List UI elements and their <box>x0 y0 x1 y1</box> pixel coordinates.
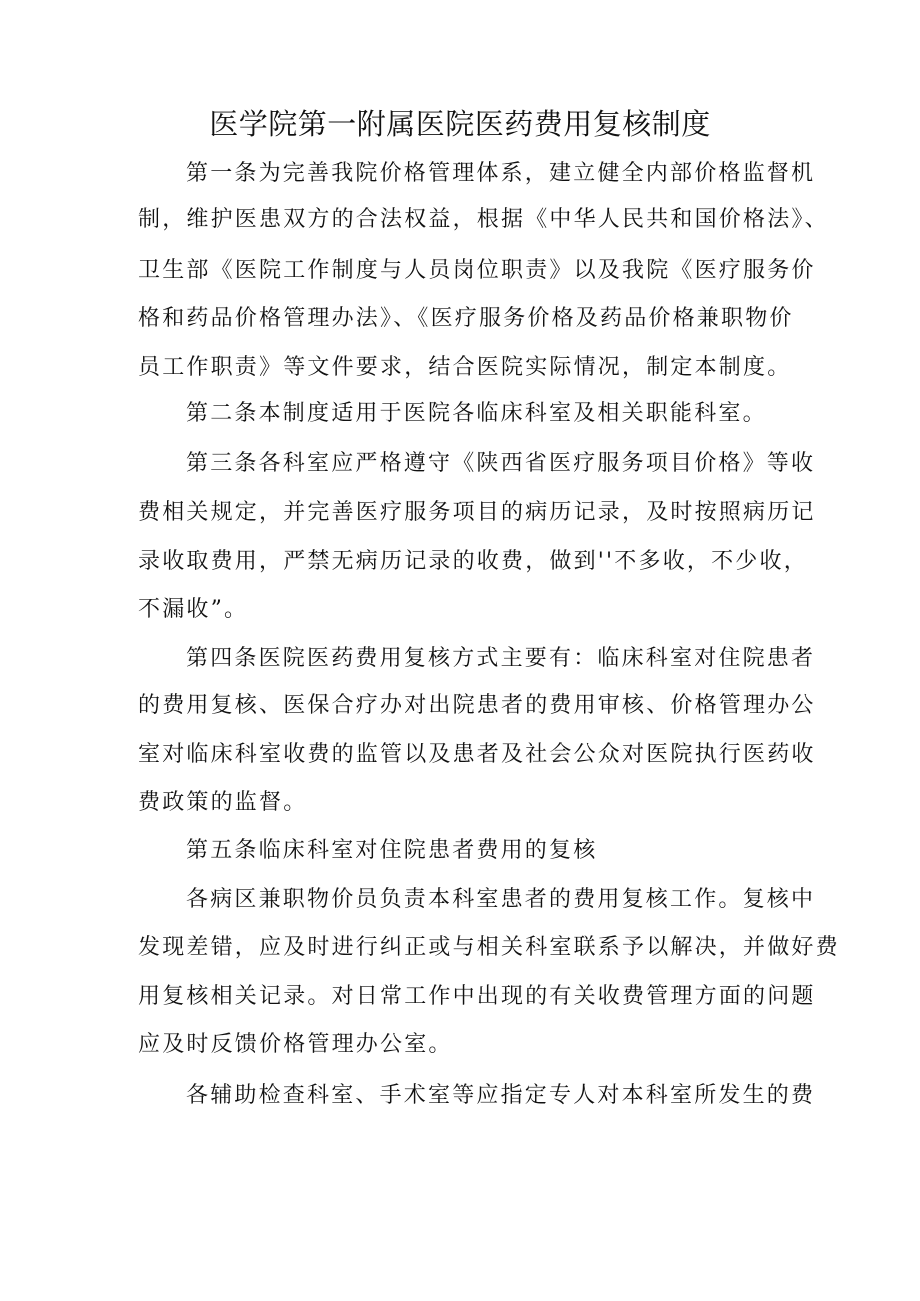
document-title: 医学院第一附属医院医药费用复核制度 <box>209 107 711 141</box>
text-line: 不漏收”。 <box>138 597 249 622</box>
text-line: 格和药品价格管理办法》、《医疗服务价格及药品价格兼职物价 <box>138 306 794 331</box>
text-line: 员工作职责》等文件要求，结合医院实际情况，制定本制度。 <box>138 355 792 380</box>
text-line: 第四条医院医药费用复核方式主要有：临床科室对住院患者 <box>186 646 816 671</box>
text-line: 录收取费用，严禁无病历记录的收费，做到''不多收，不少收， <box>138 549 808 574</box>
text-line: 费政策的监督。 <box>138 790 308 815</box>
text-line: 各病区兼职物价员负责本科室患者的费用复核工作。复核中 <box>186 887 816 912</box>
text-line: 第一条为完善我院价格管理体系，建立健全内部价格监督机 <box>186 161 816 186</box>
text-line: 制，维护医患双方的合法权益，根据《中华人民共和国价格法》、 <box>138 207 829 232</box>
text-line: 用复核相关记录。对日常工作中出现的有关收费管理方面的问题 <box>138 984 816 1009</box>
text-line: 第五条临床科室对住院患者费用的复核 <box>186 838 598 863</box>
text-line: 费相关规定，并完善医疗服务项目的病历记录，及时按照病历记 <box>138 500 816 525</box>
text-line: 应及时反馈价格管理办公室。 <box>138 1032 453 1057</box>
text-line: 第三条各科室应严格遵守《陕西省医疗服务项目价格》等收 <box>186 451 816 476</box>
text-line: 发现差错，应及时进行纠正或与相关科室联系予以解决，并做好费 <box>138 935 840 960</box>
text-line: 各辅助检查科室、手术室等应指定专人对本科室所发生的费 <box>186 1083 816 1108</box>
text-line: 第二条本制度适用于医院各临床科室及相关职能科室。 <box>186 401 767 426</box>
text-line: 室对临床科室收费的监管以及患者及社会公众对医院执行医药收 <box>138 742 816 767</box>
text-line: 的费用复核、医保合疗办对出院患者的费用审核、价格管理办公 <box>138 693 816 718</box>
text-line: 卫生部《医院工作制度与人员岗位职责》以及我院《医疗服务价 <box>138 258 816 283</box>
